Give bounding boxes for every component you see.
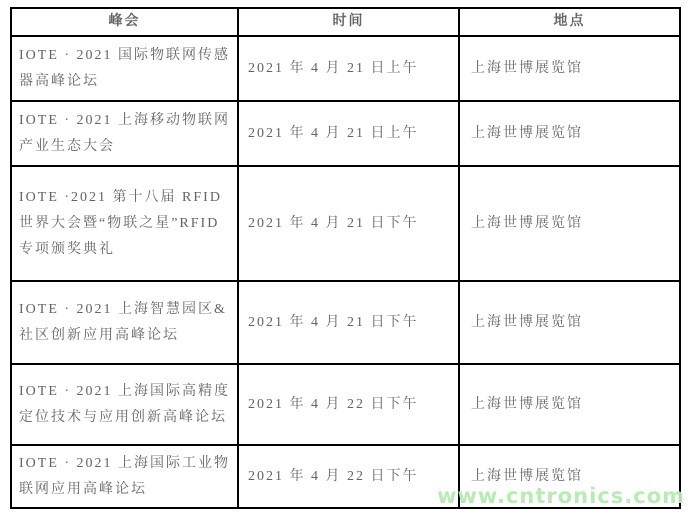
location-cell: 上海世博展览馆 xyxy=(459,166,680,281)
time-cell: 2021 年 4 月 22 日下午 xyxy=(238,445,459,508)
location-cell: 上海世博展览馆 xyxy=(459,101,680,166)
time-cell: 2021 年 4 月 21 日下午 xyxy=(238,166,459,281)
summit-cell: IOTE · 2021 国际物联网传感器高峰论坛 xyxy=(11,36,238,101)
location-cell: 上海世博展览馆 xyxy=(459,281,680,364)
column-header-time: 时间 xyxy=(238,8,459,36)
time-cell: 2021 年 4 月 22 日下午 xyxy=(238,364,459,445)
summit-cell: IOTE · 2021 上海移动物联网产业生态大会 xyxy=(11,101,238,166)
time-cell: 2021 年 4 月 21 日下午 xyxy=(238,281,459,364)
location-cell: 上海世博展览馆 xyxy=(459,364,680,445)
column-header-location: 地点 xyxy=(459,8,680,36)
time-cell: 2021 年 4 月 21 日上午 xyxy=(238,101,459,166)
summit-cell: IOTE ·2021 第十八届 RFID 世界大会暨“物联之星”RFID 专项颁奖典礼 xyxy=(11,166,238,281)
summit-cell: IOTE · 2021 上海国际工业物联网应用高峰论坛 xyxy=(11,445,238,508)
table-row xyxy=(11,36,680,101)
table-row xyxy=(11,364,680,445)
table-row xyxy=(11,281,680,364)
location-cell: 上海世博展览馆 xyxy=(459,36,680,101)
summit-cell: IOTE · 2021 上海智慧园区&社区创新应用高峰论坛 xyxy=(11,281,238,364)
column-header-summit: 峰会 xyxy=(11,8,238,36)
watermark: www.cntronics.com xyxy=(437,484,685,508)
table-row xyxy=(11,166,680,281)
time-cell: 2021 年 4 月 21 日上午 xyxy=(238,36,459,101)
summit-cell: IOTE · 2021 上海国际高精度定位技术与应用创新高峰论坛 xyxy=(11,364,238,445)
table-row xyxy=(11,101,680,166)
table-header-row xyxy=(11,8,680,36)
location-cell: 上海世博展览馆 xyxy=(459,445,680,508)
events-table xyxy=(10,7,681,509)
